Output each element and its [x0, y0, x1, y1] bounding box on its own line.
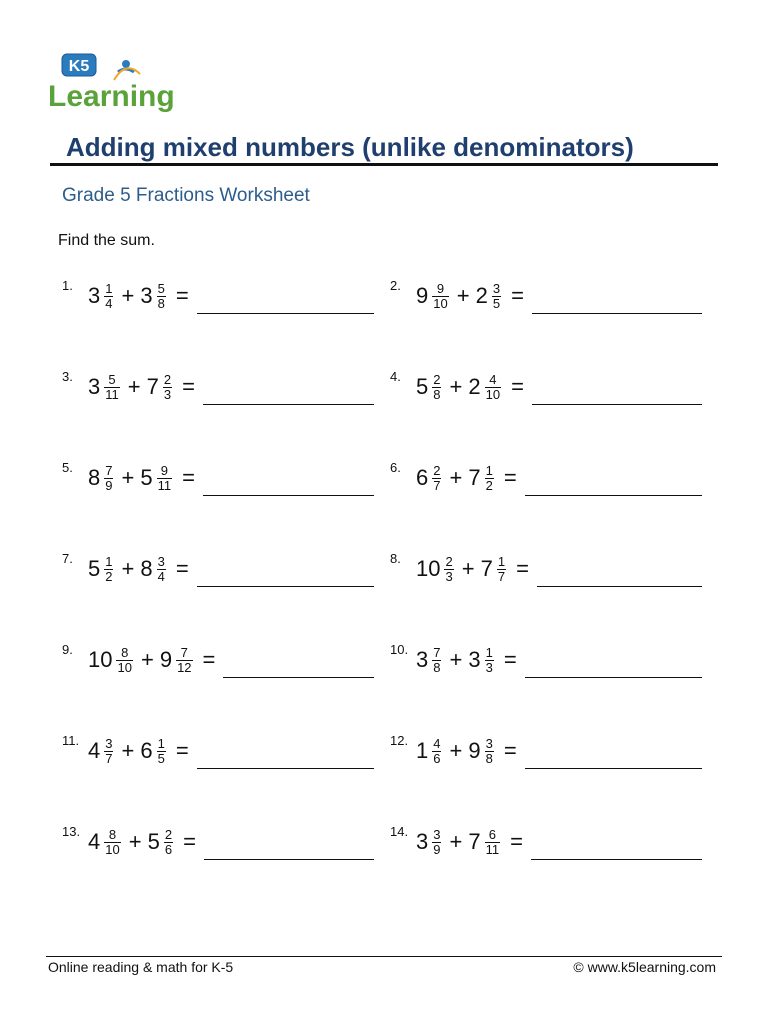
problem-number: 10. [390, 642, 409, 657]
numerator: 5 [108, 371, 116, 387]
problem-item [390, 640, 702, 680]
problem-expression [416, 828, 531, 857]
answer-blank[interactable] [525, 473, 702, 496]
denominator: 3 [163, 386, 172, 402]
answer-blank[interactable] [197, 746, 374, 769]
problem-number: 5. [62, 460, 73, 475]
problem-expression [416, 282, 532, 311]
numerator: 4 [489, 371, 497, 387]
whole-number: 2 [468, 374, 481, 399]
denominator: 11 [105, 386, 119, 402]
answer-blank[interactable] [203, 473, 374, 496]
numerator: 8 [108, 826, 117, 842]
numerator: 3 [157, 553, 165, 569]
whole-number: 6 [140, 738, 153, 763]
numerator: 1 [105, 553, 113, 569]
whole-number: 7 [468, 465, 481, 490]
fraction [164, 828, 173, 857]
instructions: Find the sum. [58, 232, 155, 249]
fraction [432, 464, 441, 493]
answer-blank[interactable] [525, 746, 702, 769]
problem-item [390, 367, 702, 407]
denominator: 8 [485, 750, 493, 766]
denominator: 3 [445, 568, 453, 584]
equals-sign: = [503, 738, 517, 763]
whole-number: 10 [88, 647, 113, 672]
problem-number: 1. [62, 278, 73, 293]
denominator: 11 [485, 841, 500, 857]
whole-number: 5 [88, 556, 101, 581]
problem-expression [416, 555, 537, 584]
denominator: 10 [433, 295, 448, 311]
plus-sign: + [121, 465, 135, 490]
numerator: 3 [105, 735, 113, 751]
footer-divider [46, 956, 722, 957]
plus-sign: + [449, 647, 463, 672]
numerator: 2 [164, 826, 173, 842]
fraction [432, 646, 441, 675]
fraction [497, 555, 506, 584]
fraction [444, 555, 453, 584]
fraction [485, 737, 494, 766]
answer-blank[interactable] [203, 382, 374, 405]
whole-number: 9 [159, 647, 173, 672]
equals-sign: = [503, 647, 517, 672]
plus-sign: + [121, 738, 135, 763]
numerator: 2 [433, 371, 441, 387]
numerator: 6 [488, 826, 496, 842]
numerator: 7 [105, 462, 113, 478]
whole-number: 2 [475, 283, 488, 308]
denominator: 7 [105, 750, 113, 766]
problem-number: 14. [390, 824, 409, 839]
problem-item [62, 549, 374, 589]
fraction [104, 282, 113, 311]
problem-number: 4. [390, 369, 401, 384]
equals-sign: = [510, 829, 523, 854]
plus-sign: + [140, 647, 154, 672]
plus-sign: + [449, 738, 463, 763]
problem-expression [88, 373, 203, 402]
fraction [485, 464, 494, 493]
problem-number: 11. [62, 733, 80, 748]
problem-expression [88, 646, 223, 675]
k5-learning-logo [48, 50, 188, 114]
denominator: 2 [485, 477, 493, 493]
denominator: 3 [485, 659, 493, 675]
worksheet-title: Adding mixed numbers (unlike denominators) [66, 132, 634, 162]
problem-item [390, 549, 702, 589]
denominator: 12 [177, 659, 192, 675]
problem-expression [416, 373, 532, 402]
whole-number: 7 [146, 374, 159, 399]
equals-sign: = [182, 465, 195, 490]
fraction [104, 737, 113, 766]
problem-number: 13. [62, 824, 81, 839]
numerator: 1 [485, 462, 493, 478]
problem-number: 8. [390, 551, 401, 566]
plus-sign: + [127, 374, 141, 399]
answer-blank[interactable] [223, 655, 374, 678]
whole-number: 3 [140, 283, 153, 308]
equals-sign: = [511, 374, 524, 399]
denominator: 8 [433, 659, 441, 675]
whole-number: 9 [468, 738, 481, 763]
fraction [104, 555, 113, 584]
whole-number: 7 [468, 829, 481, 854]
whole-number: 5 [416, 374, 429, 399]
fraction [104, 464, 113, 493]
fraction [432, 828, 441, 857]
answer-blank[interactable] [537, 564, 702, 587]
answer-blank[interactable] [532, 382, 702, 405]
plus-sign: + [449, 465, 463, 490]
plus-sign: + [449, 374, 463, 399]
equals-sign: = [503, 465, 517, 490]
problem-item [390, 458, 702, 498]
answer-blank[interactable] [525, 655, 702, 678]
denominator: 9 [105, 477, 113, 493]
problem-item [62, 640, 374, 680]
fraction [485, 646, 494, 675]
problem-item [62, 731, 374, 771]
numerator: 3 [492, 280, 501, 296]
denominator: 6 [164, 841, 173, 857]
fraction [157, 555, 166, 584]
whole-number: 3 [416, 647, 429, 672]
equals-sign: = [175, 738, 189, 763]
equals-sign: = [183, 829, 196, 854]
whole-number: 6 [416, 465, 429, 490]
answer-blank[interactable] [197, 291, 374, 314]
numerator: 9 [436, 280, 445, 296]
fraction [157, 464, 173, 493]
numerator: 4 [433, 735, 441, 751]
problem-item [390, 731, 702, 771]
whole-number: 3 [468, 647, 481, 672]
fraction [157, 282, 166, 311]
problem-item [390, 822, 702, 862]
denominator: 8 [157, 295, 165, 311]
problem-number: 2. [390, 278, 401, 293]
fraction [163, 373, 172, 402]
denominator: 6 [433, 750, 441, 766]
numerator: 2 [433, 462, 441, 478]
numerator: 9 [160, 462, 168, 478]
problem-item [62, 458, 374, 498]
numerator: 3 [433, 826, 441, 842]
numerator: 7 [180, 644, 188, 660]
equals-sign: = [202, 647, 216, 672]
answer-blank[interactable] [532, 291, 702, 314]
worksheet-subtitle: Grade 5 Fractions Worksheet [62, 185, 310, 206]
denominator: 8 [433, 386, 441, 402]
equals-sign: = [175, 556, 189, 581]
footer-website: © www.k5learning.com [573, 959, 716, 975]
problem-expression [88, 737, 197, 766]
svg-text:K5: K5 [68, 58, 90, 75]
whole-number: 8 [140, 556, 153, 581]
denominator: 7 [497, 568, 506, 584]
denominator: 7 [433, 477, 441, 493]
answer-blank[interactable] [204, 837, 374, 860]
problem-item [390, 276, 702, 316]
equals-sign: = [511, 283, 524, 308]
denominator: 10 [117, 659, 132, 675]
whole-number: 3 [88, 374, 101, 399]
plus-sign: + [456, 283, 470, 308]
svg-text:Learning: Learning [48, 80, 175, 113]
whole-number: 5 [147, 829, 160, 854]
problem-expression [88, 555, 197, 584]
numerator: 5 [157, 280, 165, 296]
problem-item [62, 822, 374, 862]
whole-number: 1 [416, 738, 429, 763]
denominator: 10 [105, 841, 120, 857]
equals-sign: = [175, 283, 189, 308]
whole-number: 3 [416, 829, 429, 854]
answer-blank[interactable] [197, 564, 374, 587]
whole-number: 7 [480, 556, 493, 581]
fraction [176, 646, 192, 675]
denominator: 9 [433, 841, 441, 857]
problem-number: 9. [62, 642, 73, 657]
answer-blank[interactable] [531, 837, 702, 860]
problem-number: 3. [62, 369, 73, 384]
fraction [492, 282, 501, 311]
problem-expression [88, 282, 197, 311]
whole-number: 10 [416, 556, 441, 581]
denominator: 5 [157, 750, 165, 766]
numerator: 1 [105, 280, 113, 296]
problem-expression [416, 646, 525, 675]
whole-number: 5 [140, 465, 153, 490]
denominator: 2 [105, 568, 113, 584]
numerator: 1 [485, 644, 493, 660]
plus-sign: + [121, 556, 135, 581]
fraction [485, 373, 501, 402]
whole-number: 4 [88, 829, 101, 854]
numerator: 8 [121, 644, 129, 660]
problem-item [62, 367, 374, 407]
problem-item [62, 276, 374, 316]
equals-sign: = [182, 374, 195, 399]
whole-number: 8 [88, 465, 101, 490]
plus-sign: + [121, 283, 135, 308]
problem-expression [416, 737, 525, 766]
problem-number: 12. [390, 733, 409, 748]
fraction [104, 828, 120, 857]
numerator: 2 [445, 553, 453, 569]
denominator: 10 [485, 386, 501, 402]
fraction [432, 282, 448, 311]
numerator: 7 [433, 644, 441, 660]
denominator: 5 [492, 295, 501, 311]
title-divider [50, 163, 718, 166]
plus-sign: + [128, 829, 142, 854]
footer-tagline: Online reading & math for K-5 [48, 959, 234, 975]
equals-sign: = [516, 556, 529, 581]
plus-sign: + [449, 829, 463, 854]
denominator: 4 [157, 568, 165, 584]
denominator: 11 [157, 477, 172, 493]
problem-expression [88, 464, 203, 493]
fraction [116, 646, 132, 675]
whole-number: 3 [88, 283, 101, 308]
fraction [157, 737, 166, 766]
problem-number: 7. [62, 551, 73, 566]
numerator: 3 [485, 735, 493, 751]
plus-sign: + [461, 556, 475, 581]
whole-number: 4 [88, 738, 101, 763]
denominator: 4 [105, 295, 113, 311]
fraction [104, 373, 120, 402]
fraction [432, 373, 441, 402]
problem-expression [88, 828, 204, 857]
numerator: 2 [163, 371, 172, 387]
problem-number: 6. [390, 460, 401, 475]
numerator: 1 [157, 735, 165, 751]
fraction [485, 828, 501, 857]
problem-expression [416, 464, 525, 493]
numerator: 1 [497, 553, 506, 569]
fraction [432, 737, 441, 766]
whole-number: 9 [416, 283, 429, 308]
